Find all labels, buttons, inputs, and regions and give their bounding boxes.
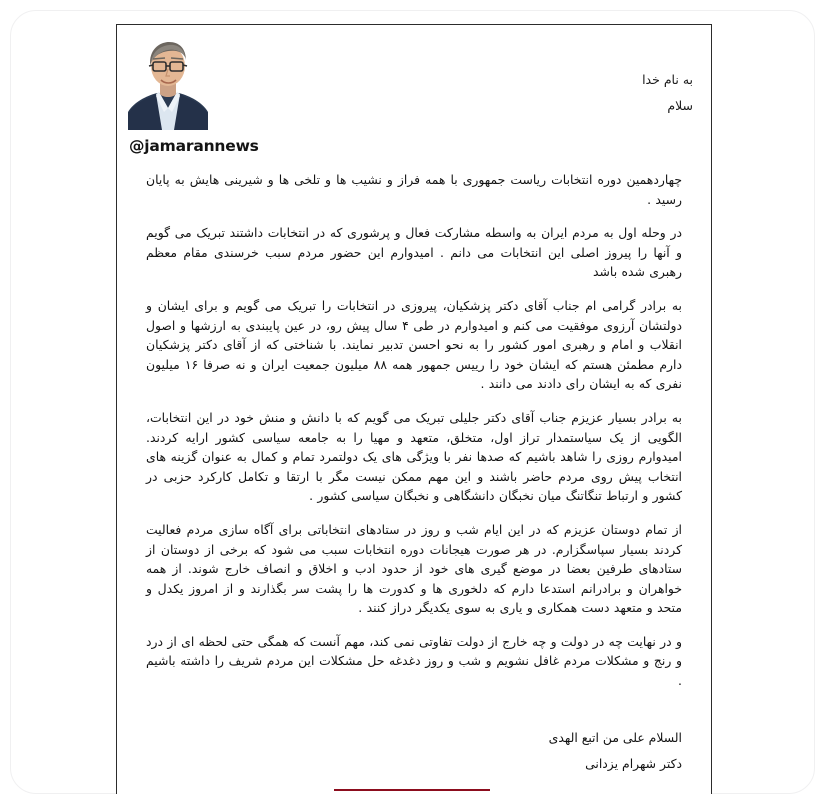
document-header: [117, 25, 711, 170]
avatar: [124, 30, 212, 130]
invocation-block: [642, 67, 693, 119]
signature-salutation: السلام علی من اتبع الهدی: [548, 729, 682, 745]
account-handle: @jamarannews: [129, 137, 259, 155]
letter-paragraph: و در نهایت چه در دولت و چه خارج از دولت تفاوتی نمی کند، مهم آنست که همگی حتی لحظه ای از درد و رنج و مشکلات مردم غافل نشویم و شب و روز دغدغه حل مشکلات این مردم شریف را داشته باشیم .: [146, 633, 682, 689]
letter-paragraph: به برادر بسیار عزیزم جناب آقای دکتر جلیلی تبریک می گویم که با دانش و منش خود در این انتخابات، الگویی از یک سیاستمدار تراز اول، متخلق، متعهد و مهیا را به جامعه سیاسی کشور ارایه کردند. امیدوارم روزی را شاهد باشیم که صدها نفر با ویژگی های یک دولتمرد تمام و کمال به عنوان گزینه های انتخاب پیش روی مردم حاضر باشند و این مهم ممکن نیست مگر با ارتقا و تکامل کارکرد حزبی در کشور و ارتباط تنگاتنگ میان نخبگان دانشگاهی و نخبگان سیاسی کشور .: [146, 409, 682, 504]
invocation-line-greeting: سلام: [667, 98, 693, 113]
signature-name: دکتر شهرام یزدانی: [585, 755, 682, 771]
letter-paragraph: از تمام دوستان عزیزم که در این ایام شب و روز در ستادهای انتخاباتی برای آگاه سازی مردم فعالیت کردند بسیار سپاسگزارم. در هر صورت هیجانات دوره انتخابات سبب می شود که برخی از دوستان از ستادهای طرفین بعضا در موضع گیری های خود از حدود ادب و اخلاق و انصاف خارج شوند. از همه خواهران و برادرانم استدعا دارم که دلخوری ها و کدورت ها را پشت سر بگذارند و از امروز یکدل و متحد و متعهد دست همکاری و یاری به سوی یکدیگر دراز کنند .: [146, 521, 682, 616]
letter-paragraph: به برادر گرامی ام جناب آقای دکتر پزشکیان، پیروزی در انتخابات را تبریک می گویم و برای ایشان و دولتشان آرزوی موفقیت می کنم و امیدوارم در طی ۴ سال پیش رو، در عین پایبندی به ارزشها و اصول انقلاب و امام و رهبری امور کشور را به نحو احسن تدبیر نمایند. با شناختی که از آقای دکتر پزشکیان دارم مطمئن هستم که ایشان خود را رییس جمهور همه ۸۸ میلیون جمعیت ایران و نه صرفا ۱۶ میلیون نفری که به ایشان رای دادند می دانند .: [146, 297, 682, 392]
letter-body: [117, 170, 711, 691]
invocation-line-bismillah: به نام خدا: [642, 72, 693, 87]
letter-paragraph: چهاردهمین دوره انتخابات ریاست جمهوری با همه فراز و نشیب ها و تلخی ها و شیرینی هایش به پایان رسید .: [146, 172, 682, 207]
letter-paragraph: در وحله اول به مردم ایران به واسطه مشارکت فعال و پرشوری که در انتخابات داشتند تبریک می گویم و آنها را پیروز اصلی این انتخابات می دانم . امیدوارم این حضور مردم سبب خرسندی مقام معظم رهبری شده باشد: [146, 225, 682, 280]
statement-document-sheet: [116, 24, 712, 794]
bottom-accent-rule: [334, 789, 490, 791]
signature-block: [117, 691, 711, 777]
